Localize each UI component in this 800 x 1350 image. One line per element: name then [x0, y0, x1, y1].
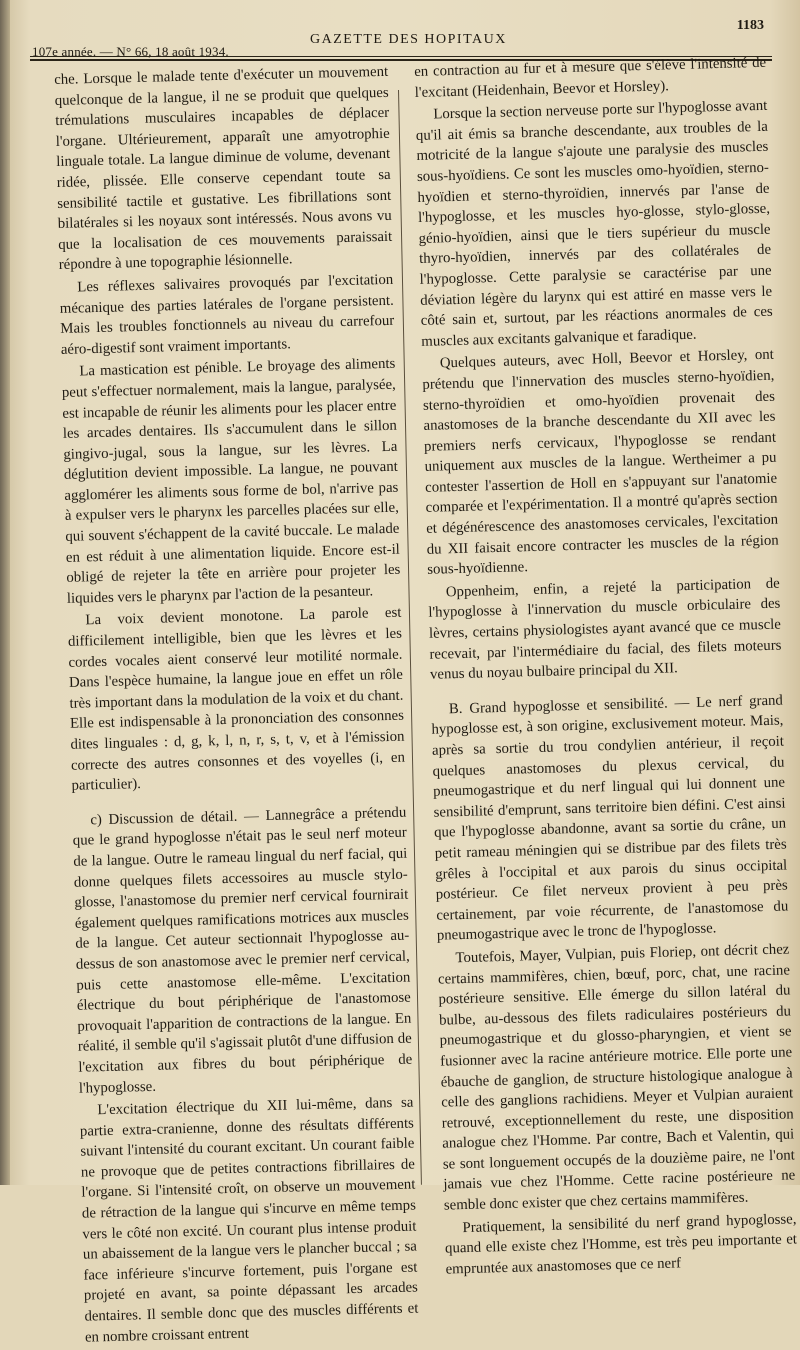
- paragraph: Quelques auteurs, avec Holl, Beevor et Horsley, ont prétendu que l'innervation des muscles sterno-hyoïdien, sterno-thyroïdien et omo-hyoïdien provenait des anastomoses de la branche descendante du XII avec les premiers nerfs cervicaux, l'hypoglosse se rendant uniquement aux muscles de la langue. Wertheimer a pu contester l'assertion de Holl en s'appuyant sur l'anatomie comparée et l'expérimentation. Il a montré qu'après section et dégénérescence des anastomoses cervicales, l'excitation du XII faisait encore contracter les muscles de la région sous-hyoïdienne.: [422, 346, 779, 579]
- left-column: [54, 62, 419, 1350]
- journal-title: GAZETTE DES HOPITAUX: [310, 32, 507, 47]
- paragraph: La voix devient monotone. La parole est difficilement intelligible, bien que les lèvres et les cordes vocales aient conservé leur motilité normale. Dans l'espèce humaine, la langue joue en effet un rôle très important dans la modulation de la voix et du chant. Elle est indispensable à la prononciation des consonnes dites linguales : d, g, k, l, n, r, s, t, v, et à l'émission correcte des autres consonnes et des voyelles (i, en particulier).: [67, 605, 406, 794]
- paragraph: Pratiquement, la sensibilité du nerf grand hypoglosse, quand elle existe chez l'Homme, est très peu importante et empruntée aux anastomoses que ce nerf: [444, 1211, 798, 1278]
- right-column: [414, 53, 798, 1282]
- paragraph: Toutefois, Mayer, Vulpian, puis Floriep, ont décrit chez certains mammifères, chien, bœuf, porc, chat, une racine postérieure sensitive. Elle émerge du sillon latéral du bulbe, au-dessous des filets radiculaires postérieurs du pneumogastrique et du glosso-pharyngien, et vient se fusionner avec la racine antérieure motrice. Elle porte une ébauche de ganglion, de structure histologique analogue à celle des ganglions rachidiens. Meyer et Vulpian auraient retrouvé, exceptionnellement du reste, une disposition analogue chez l'Homme. Par contre, Bach et Valentin, qui se sont longuement occupés de la douzième paire, ne l'ont jamais vue chez l'Homme. Cette racine postérieure ne semble donc exister que chez certains mammifères.: [437, 941, 796, 1214]
- page-header: [30, 14, 772, 59]
- paragraph: L'excitation électrique du XII lui-même, dans sa partie extra-cranienne, donne des résultats différents suivant l'intensité du courant excitant. Un courant faible ne provoque que de petites contractions fibrillaires de l'organe. Si l'intensité croît, on observe un mouvement de rétraction de la langue qui s'incurve en même temps vers le côté non excité. Un courant plus intense produit un abaissement de la langue vers le plancher buccal ; sa face inférieure s'incurve fortement, puis l'organe est projeté en avant, sa pointe dépassant les arcades dentaires. Il semble donc que des muscles différents et en nombre croissant entrent: [79, 1094, 419, 1346]
- paragraph: c) Discussion de détail. — Lannegrâce a prétendu que le grand hypoglosse n'était pas le seul nerf moteur de la langue. Outre le rameau lingual du nerf facial, qui donne quelques filets accessoires au muscle stylo-glosse, l'anastomose du premier nerf cervical fournirait également quelques ramifications motrices aux muscles de la langue. Cet auteur sectionnait l'hypoglosse au-dessus de son anastomose avec le premier nerf cervical, puis cette anastomose elle-même. L'excitation électrique du bout périphérique de l'anastomose provoquait l'apparition de contractions de la langue. En réalité, il semble qu'il s'agissait plutôt d'une diffusion de l'excitation aux fibres du bout périphérique de l'hypoglosse.: [72, 804, 413, 1097]
- paragraph: Lorsque la section nerveuse porte sur l'hypoglosse avant qu'il ait émis sa branche descendante, aux troubles de la motricité de la langue s'ajoute une paralysie des muscles sous-hyoïdiens. Ce sont les muscles omo-hyoïdien, sterno-hyoïdien et sterno-thyroïdien, innervés par l'anse de l'hypoglosse, et les muscles hyo-glosse, stylo-glosse, génio-hyoïdien, ainsi que le tiers supérieur du muscle thyro-hyoïdien, innervés par des collatérales de l'hypoglosse. Cette paralysie se caractérise par une déviation légère du larynx qui est attiré en masse vers le côté sain et, surtout, par les réactions anormales de ces muscles aux excitants galvanique et faradique.: [415, 97, 773, 350]
- binding-spine: [0, 0, 10, 1185]
- paragraph: La mastication est pénible. Le broyage des aliments peut s'effectuer normalement, mais la langue, paralysée, est incapable de réunir les aliments pour les placer entre les arcades dentaires. Ils s'accumulent dans le sillon gingivo-jugal, sous la langue, sur les lèvres. La déglutition devient impossible. La langue, ne pouvant agglomérer les aliments sous forme de bol, n'arrive pas à expulser vers le pharynx les parcelles placées sur elle, qui souvent s'échappent de la cavité buccale. Le malade en est réduit à une alimentation liquide. Encore est-il obligé de rejeter la tête en arrière pour projeter les liquides vers le pharynx par l'action de la pesanteur.: [61, 356, 401, 607]
- issue-line: 107e année. — N° 66, 18 août 1934.: [32, 44, 229, 59]
- paragraph: en contraction au fur et à mesure que s'élève l'intensité de l'excitant (Heidenhain, Beevor et Horsley).: [414, 54, 767, 101]
- paragraph: che. Lorsque le malade tente d'exécuter un mouvement quelconque de la langue, il ne se produit que quelques trémulations musculaires incapables de déplacer l'organe. Ultérieurement, apparaît une amyotrophie linguale totale. La langue diminue de volume, devenant ridée, plissée. Elle conserve cependant toute sa sensibilité tactile et gustative. Les fibrillations sont bilatérales si les noyaux sont intéressés. Nous avons vu que la localisation de ces mouvements paraissait répondre à une topographie lésionnelle.: [54, 63, 393, 274]
- paragraph: Les réflexes salivaires provoqués par l'excitation mécanique des parties latérales de l'organe persistent. Mais les troubles fonctionnels au niveau du carrefour aéro-digestif sont vraiment importants.: [59, 271, 395, 358]
- page-number: 1183: [736, 18, 764, 33]
- section-paragraph: B. Grand hypoglosse et sensibilité. — Le nerf grand hypoglosse est, à son origine, exclusivement moteur. Mais, après sa sortie du trou condylien antérieur, il reçoit quelques anastomoses du plexus cervical, du pneumogastrique et du nerf lingual qui lui donnent une sensibilité d'emprunt, sans territoire bien défini. C'est ainsi que l'hypoglosse abandonne, avant sa sortie du crâne, un petit rameau méningien qui se distribue par des filets très grêles à l'occipital et aux parois du sinus occipital postérieur. Ce filet nerveux provient à peu près certainement, par voie récurrente, de l'anastomose du pneumogastrique avec le tronc de l'hypoglosse.: [431, 692, 789, 945]
- paragraph: Oppenheim, enfin, a rejeté la participation de l'hypoglosse à l'innervation du muscle orbiculaire des lèvres, certains physiologistes ayant avancé que ce muscle recevait, par l'intermédiaire du facial, des filets moteurs venus du noyau bulbaire principal du XII.: [428, 575, 782, 684]
